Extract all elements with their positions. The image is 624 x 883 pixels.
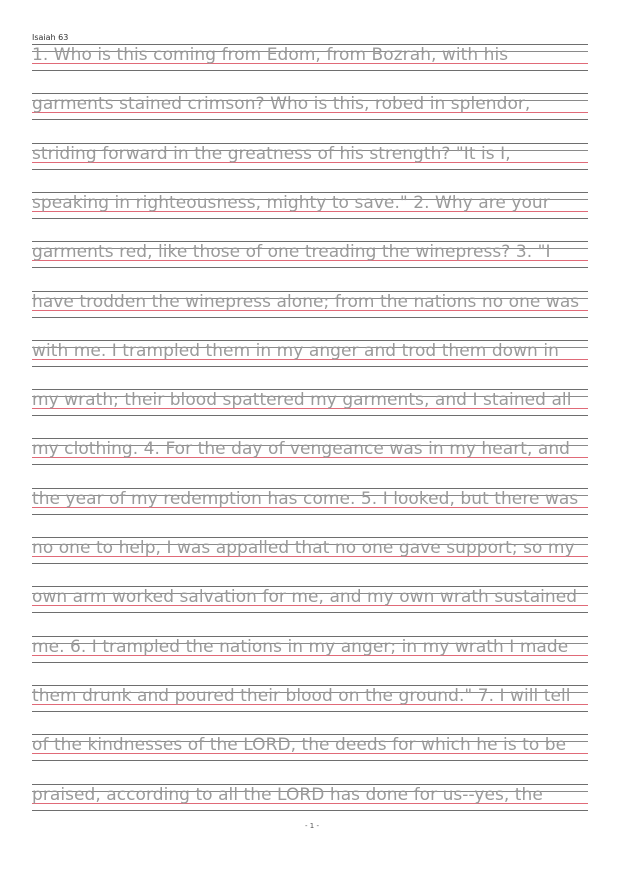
- guide-bottom-rule: [32, 662, 588, 663]
- practice-line-row: [32, 636, 588, 664]
- practice-line-row: [32, 537, 588, 565]
- tracing-text-line: of the kindnesses of the LORD, the deeds for which he is to be: [32, 735, 567, 756]
- guide-bottom-rule: [32, 70, 588, 71]
- guide-bottom-rule: [32, 563, 588, 564]
- guide-bottom-rule: [32, 810, 588, 811]
- tracing-text-line: speaking in righteousness, mighty to save." 2. Why are your: [32, 192, 550, 213]
- page-header-chapter: Isaiah 63: [32, 33, 69, 42]
- practice-line-row: [32, 389, 588, 417]
- tracing-text-line: the year of my redemption has come. 5. I looked, but there was: [32, 488, 579, 509]
- practice-line-row: [32, 93, 588, 121]
- tracing-text-line: garments red, like those of one treading the winepress? 3. "I: [32, 242, 551, 263]
- guide-bottom-rule: [32, 366, 588, 367]
- practice-line-row: [32, 685, 588, 713]
- tracing-text-line: my clothing. 4. For the day of vengeance was in my heart, and: [32, 439, 570, 460]
- guide-bottom-rule: [32, 218, 588, 219]
- practice-line-row: [32, 438, 588, 466]
- practice-line-row: [32, 143, 588, 171]
- tracing-text-line: my wrath; their blood spattered my garments, and I stained all: [32, 390, 572, 411]
- tracing-text-line: garments stained crimson? Who is this, robed in splendor,: [32, 94, 531, 115]
- guide-bottom-rule: [32, 119, 588, 120]
- tracing-text-line: no one to help, I was appalled that no one gave support; so my: [32, 538, 575, 558]
- guide-bottom-rule: [32, 317, 588, 318]
- practice-line-row: [32, 192, 588, 220]
- practice-line-row: [32, 44, 588, 72]
- guide-bottom-rule: [32, 711, 588, 712]
- guide-bottom-rule: [32, 612, 588, 613]
- practice-line-row: [32, 340, 588, 368]
- page-number: - 1 -: [305, 822, 319, 830]
- tracing-text-line: with me. I trampled them in my anger and trod them down in: [32, 340, 559, 361]
- tracing-text-line: me. 6. I trampled the nations in my anger; in my wrath I made: [32, 636, 569, 657]
- practice-line-row: [32, 586, 588, 614]
- tracing-text-line: striding forward in the greatness of his strength? "It is I,: [32, 143, 511, 164]
- practice-line-row: [32, 241, 588, 269]
- guide-bottom-rule: [32, 464, 588, 465]
- guide-bottom-rule: [32, 169, 588, 170]
- practice-line-row: [32, 291, 588, 319]
- tracing-text-line: praised, according to all the LORD has done for us--yes, the: [32, 784, 543, 805]
- guide-bottom-rule: [32, 514, 588, 515]
- guide-bottom-rule: [32, 415, 588, 416]
- practice-line-row: [32, 488, 588, 516]
- guide-bottom-rule: [32, 760, 588, 761]
- tracing-text-line: 1. Who is this coming from Edom, from Bozrah, with his: [32, 45, 509, 65]
- practice-line-row: [32, 734, 588, 762]
- practice-line-row: [32, 784, 588, 812]
- guide-bottom-rule: [32, 267, 588, 268]
- tracing-text-line: them drunk and poured their blood on the ground." 7. I will tell: [32, 685, 571, 706]
- tracing-text-line: have trodden the winepress alone; from the nations no one was: [32, 291, 580, 312]
- tracing-text-line: own arm worked salvation for me, and my own wrath sustained: [32, 587, 578, 608]
